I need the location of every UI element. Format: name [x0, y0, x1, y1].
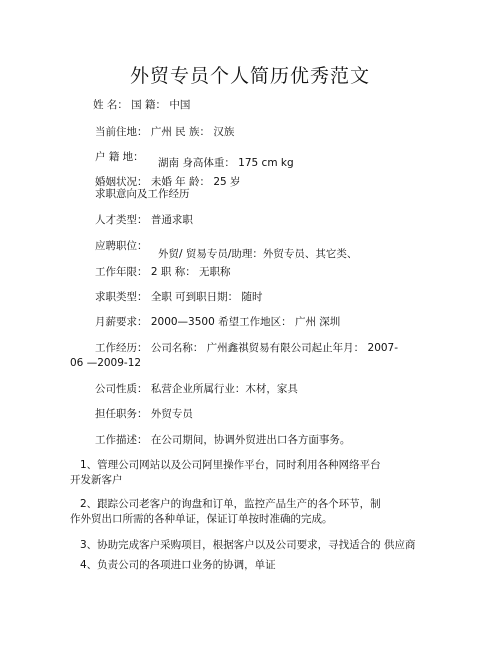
section-job-intention: 求职意向及工作经历: [95, 188, 190, 200]
duty-1-line-1: 1、管理公司网站以及公司阿里操作平台，同时利用各种网络平台: [80, 459, 381, 471]
duty-3-line: 3、协助完成客户采购项目，根据客户以及公司要求，寻找适合的 供应商: [80, 539, 416, 551]
line-name-nationality: 姓 名： 国 籍： 中国: [93, 99, 191, 111]
line-work-description: 工作描述： 在公司期间，协调外贸进出口各方面事务。: [95, 434, 351, 446]
duty-4-line: 4、负责公司的各项进口业务的协调，单证: [80, 559, 276, 571]
line-salary-location: 月薪要求： 2000—3500 希望工作地区： 广州 深圳: [95, 316, 341, 328]
line-work-period: 06 —2009-12: [70, 357, 142, 369]
line-household-registration: 户 籍 地：: [95, 151, 144, 163]
line-position-detail: 外贸/ 贸易专员/助理：外贸专员、其它类、: [158, 248, 358, 260]
line-work-years-title: 工作年限： 2 职 称： 无职称: [95, 266, 231, 278]
duty-2-line-2: 作外贸出口所需的各种单证，保证订单按时准确的完成。: [70, 513, 333, 525]
duty-2-line-1: 2、跟踪公司老客户的询盘和订单，监控产品生产的各个环节，制: [80, 498, 381, 510]
line-applied-position: 应聘职位：: [95, 240, 148, 252]
line-position-held: 担任职务： 外贸专员: [95, 408, 193, 420]
line-job-type: 求职类型： 全职 可到职日期： 随时: [95, 291, 263, 303]
line-height-weight: 湖南 身高体重： 175 cm kg: [158, 157, 294, 169]
line-residence-ethnicity: 当前住地： 广州 民 族： 汉族: [95, 126, 235, 138]
duty-1-line-2: 开发新客户: [70, 474, 123, 486]
line-company-nature: 公司性质： 私营企业所属行业：木材，家具: [95, 383, 298, 395]
line-marital-age: 婚姻状况： 未婚 年 龄： 25 岁: [95, 176, 241, 188]
line-work-experience: 工作经历： 公司名称： 广州鑫祺贸易有限公司起止年月： 2007-: [95, 342, 399, 354]
line-talent-type: 人才类型： 普通求职: [95, 214, 193, 226]
document-title: 外贸专员个人简历优秀范文: [129, 65, 370, 87]
